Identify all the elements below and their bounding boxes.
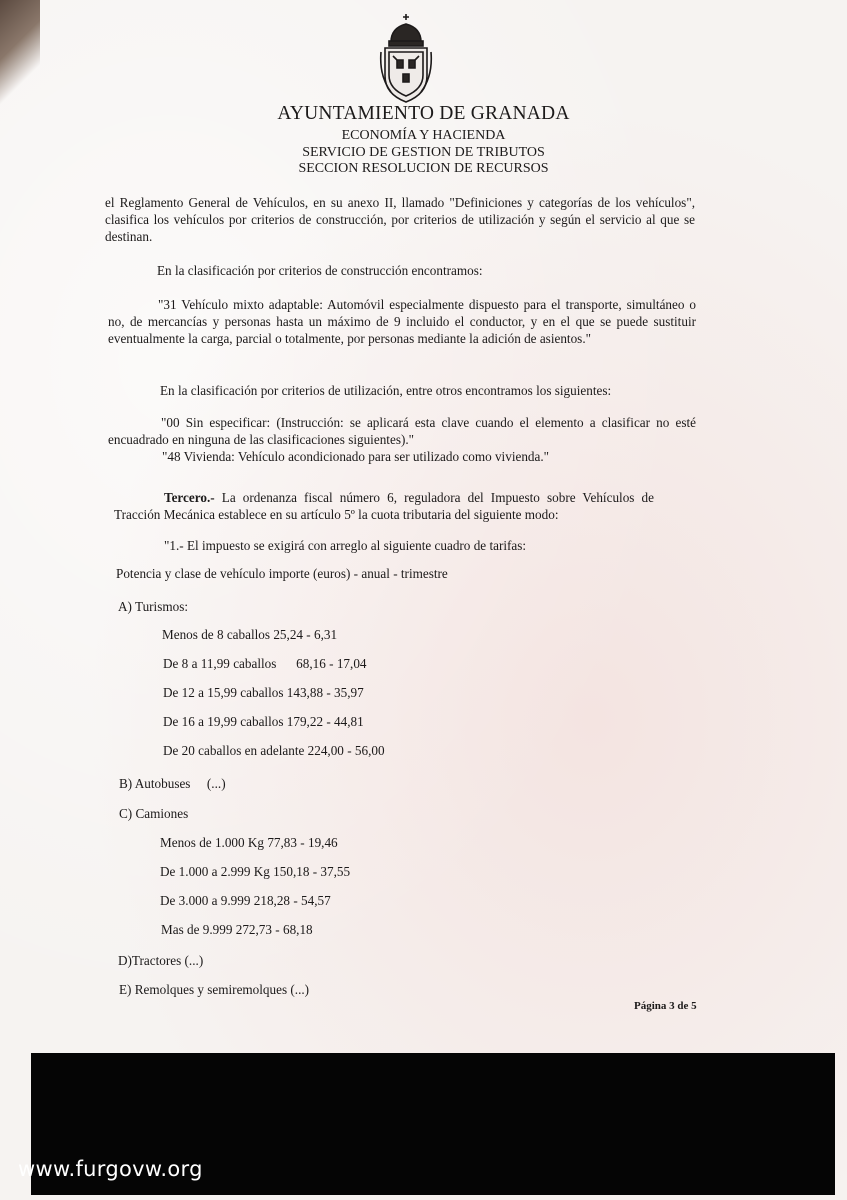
tariff-row: De 8 a 11,99 caballos 68,16 - 17,04 xyxy=(163,656,367,671)
section-tractores: D)Tractores (...) xyxy=(118,953,204,968)
tariff-row: De 3.000 a 9.999 218,28 - 54,57 xyxy=(160,893,331,908)
tariff-row: Mas de 9.999 272,73 - 68,18 xyxy=(161,922,313,937)
section-autobuses: B) Autobuses (...) xyxy=(119,776,226,791)
section-remolques: E) Remolques y semiremolques (...) xyxy=(119,982,310,997)
section-camiones: C) Camiones xyxy=(119,806,189,821)
tariff-header: Potencia y clase de vehículo importe (euros) - anual - trimestre xyxy=(116,566,448,581)
paragraph-vivienda: "48 Vivienda: Vehículo acondicionado para ser utilizado como vivienda." xyxy=(162,449,550,464)
municipality-title: AYUNTAMIENTO DE GRANADA xyxy=(277,103,570,124)
paragraph-utilizacion-intro: En la clasificación por criterios de utilización, entre otros encontramos los siguientes: xyxy=(160,383,612,398)
tariff-row: De 16 a 19,99 caballos 179,22 - 44,81 xyxy=(163,714,364,729)
paragraph-tercero xyxy=(114,489,654,523)
service-line xyxy=(0,146,847,161)
tercero-label: Tercero.- xyxy=(164,490,215,505)
page-corner-shadow xyxy=(0,0,40,110)
section-turismos: A) Turismos: xyxy=(118,599,188,614)
department-text: ECONOMÍA Y HACIENDA xyxy=(341,128,506,143)
site-watermark: www.furgovw.org xyxy=(18,1157,203,1181)
department-line xyxy=(0,129,847,144)
paragraph-construccion-intro: En la clasificación por criterios de construcción encontramos: xyxy=(157,263,483,278)
tariff-row: De 12 a 15,99 caballos 143,88 - 35,97 xyxy=(163,685,364,700)
coat-of-arms-icon xyxy=(377,12,435,106)
tariff-row: De 1.000 a 2.999 Kg 150,18 - 37,55 xyxy=(160,864,351,879)
section-text: SECCION RESOLUCION DE RECURSOS xyxy=(298,161,549,176)
tariff-row: Menos de 8 caballos 25,24 - 6,31 xyxy=(162,627,338,642)
paragraph-vehiculo-mixto: "31 Vehículo mixto adaptable: Automóvil especialmente dispuesto para el transporte, simultáneo o no, de mercancías y personas hasta un máximo de 9 incluido el conductor, y en el que se puede sustituir eventualmente la carga, parcial o totalmente, por personas mediante la adición de asientos." xyxy=(108,297,696,346)
paragraph-cuadro-tarifas: "1.- El impuesto se exigirá con arreglo al siguiente cuadro de tarifas: xyxy=(164,538,527,553)
service-text: SERVICIO DE GESTION DE TRIBUTOS xyxy=(302,145,545,160)
paragraph-sin-especificar: "00 Sin especificar: (Instrucción: se aplicará esta clave cuando el elemento a clasificar no esté encuadrado en ninguna de las clasificaciones siguientes)." xyxy=(108,415,696,447)
tariff-row: De 20 caballos en adelante 224,00 - 56,00 xyxy=(163,743,385,758)
page-number: Página 3 de 5 xyxy=(634,1000,697,1012)
paragraph-reglamento: el Reglamento General de Vehículos, en su anexo II, llamado "Definiciones y categorías de los vehículos", clasifica los vehículos por criterios de construcción, por criterios de utilización y según el servicio al que se destinan. xyxy=(105,195,695,244)
tariff-row: Menos de 1.000 Kg 77,83 - 19,46 xyxy=(160,835,338,850)
tercero-text: La ordenanza fiscal número 6, reguladora del Impuesto sobre Vehículos de Tracción Mecánica establece en su artículo 5º la cuota tributaria del siguiente modo: xyxy=(114,490,654,522)
section-line xyxy=(0,162,847,177)
